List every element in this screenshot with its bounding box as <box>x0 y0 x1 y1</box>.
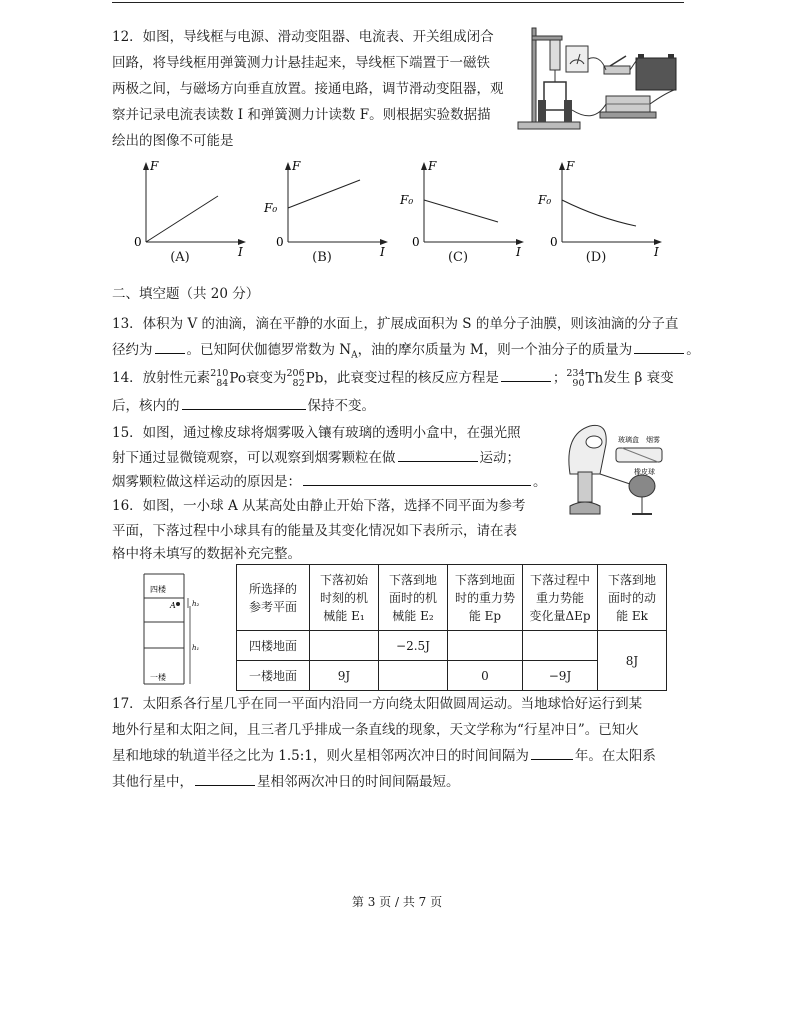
q15-line-2 <box>112 448 520 468</box>
row2-ref: 一楼地面 <box>237 661 310 691</box>
row1-delta-ep[interactable] <box>523 631 598 661</box>
pb-mass: 206 <box>286 367 305 379</box>
q16-fig-h2: h₂ <box>192 600 200 608</box>
header-ep: 下落到地面 时的重力势 能 Ep <box>448 565 523 631</box>
q13-text-d: 。 <box>686 342 700 358</box>
graph-c <box>398 156 538 278</box>
q14-text-b: 衰变为 <box>246 370 287 386</box>
header-ref-plane: 所选择的 参考平面 <box>237 565 310 631</box>
graph-caption: (B) <box>312 250 332 265</box>
q12-line-5: 绘出的图像不可能是 <box>112 133 234 149</box>
q16-fig-floor1: 一楼 <box>150 673 166 682</box>
y-axis-label: F <box>150 159 159 173</box>
q16-fig-ball: A <box>170 601 176 610</box>
po-nuclide <box>210 369 246 389</box>
q13-line-2 <box>112 340 700 366</box>
f0-label: F₀ <box>538 193 552 207</box>
y-axis-arrow <box>421 162 427 170</box>
row1-e1[interactable] <box>310 631 379 661</box>
q16-building-figure <box>138 570 208 688</box>
q15-text-d: 。 <box>533 474 547 490</box>
row1-ep[interactable] <box>448 631 523 661</box>
th-symbol: Th <box>585 370 604 386</box>
y-axis-label: F <box>292 159 301 173</box>
q15-blank-2[interactable] <box>303 484 531 486</box>
pb-symbol: Pb <box>305 370 324 386</box>
header-e2: 下落到地 面时的机 械能 E₂ <box>379 565 448 631</box>
origin-label: 0 <box>412 235 420 249</box>
q12-line-1: 12．如图，导线框与电源、滑动变阻器、电流表、开关组成闭合 <box>112 29 494 45</box>
q13-text-sub: A <box>351 350 358 361</box>
q14-blank-1[interactable] <box>501 380 551 382</box>
q16-line-3: 格中将未填写的数据补充完整。 <box>112 546 301 562</box>
pb-nuclide <box>287 369 324 389</box>
q14-text-e: 发生 β 衰变 <box>603 370 674 386</box>
y-axis-arrow <box>559 162 565 170</box>
q17-line-1: 17．太阳系各行星几乎在同一平面内沿同一方向绕太阳做圆周运动。当地球恰好运行到某 <box>112 696 643 712</box>
graph-d <box>536 156 676 278</box>
po-symbol: Po <box>229 370 246 386</box>
graph-curve <box>146 196 218 242</box>
y-axis-arrow <box>285 162 291 170</box>
graph-caption: (D) <box>585 250 607 265</box>
q15-text-c: 烟雾颗粒做这样运动的原因是： <box>112 474 301 490</box>
page-footer: 第 3 页 / 共 7 页 <box>351 895 443 909</box>
origin-label: 0 <box>134 235 142 249</box>
header-e1: 下落初始 时刻的机 械能 E₁ <box>310 565 379 631</box>
q17-blank-2[interactable] <box>195 784 255 786</box>
origin-label: 0 <box>276 235 284 249</box>
table-row <box>237 631 667 661</box>
q13-line-1: 13．体积为 V 的油滴，滴在平静的水面上，扩展成面积为 S 的单分子油膜，则该油滴的分子直 <box>112 316 679 332</box>
q17-blank-1[interactable] <box>531 758 573 760</box>
q17-text-c: 其他行星中， <box>112 774 193 790</box>
q17-text-a: 星和地球的轨道半径之比为 1.5:1，则火星相邻两次冲日的时间间隔为 <box>112 748 529 764</box>
graph-curve <box>424 200 498 222</box>
q17-text-b: 年。在太阳系 <box>574 748 656 764</box>
q12-line-4: 察并记录电流表读数 I 和弹簧测力计读数 F。则根据实验数据描 <box>112 107 491 123</box>
q17-line-3 <box>112 746 656 766</box>
th-mass: 234 <box>566 367 585 379</box>
f0-label: F₀ <box>264 201 278 215</box>
graph-curve <box>562 200 636 226</box>
row1-ref: 四楼地面 <box>237 631 310 661</box>
q15-fig-label-2: 烟雾 <box>646 436 660 444</box>
x-axis-label: I <box>238 245 243 259</box>
q16-line-1: 16．如图，一小球 A 从某高处由静止开始下落，选择不同平面为参考 <box>112 498 526 514</box>
x-axis-label: I <box>380 245 385 259</box>
q12-line-3: 两极之间，与磁场方向垂直放置。接通电路，调节滑动变阻器，观 <box>112 81 504 97</box>
row2-ep: 0 <box>448 661 523 691</box>
q14-line-1 <box>112 366 674 390</box>
po-mass: 210 <box>210 367 229 379</box>
q16-fig-h1: h₁ <box>192 644 200 652</box>
graph-b <box>262 156 402 278</box>
x-axis-label: I <box>654 245 659 259</box>
table-header-row <box>237 565 667 631</box>
q14-text-a: 14．放射性元素 <box>112 370 211 386</box>
graph-a <box>120 156 260 278</box>
header-ek: 下落到地 面时的动 能 Ek <box>598 565 667 631</box>
q13-text-a: 径约为 <box>112 342 153 358</box>
y-axis-label: F <box>566 159 575 173</box>
q17-line-2: 地外行星和太阳之间，且三者几乎排成一条直线的现象，天文学称为“行星冲日”。已知火 <box>112 722 639 738</box>
q13-text-b: 。已知阿伏伽德罗常数为 N <box>186 342 352 358</box>
q14-text-g: 保持不变。 <box>307 398 375 414</box>
q15-blank-1[interactable] <box>398 460 478 462</box>
top-rule <box>112 2 684 3</box>
th-num: 90 <box>572 377 585 389</box>
q13-blank-2[interactable] <box>634 352 684 354</box>
q15-text-a: 射下通过显微镜观察，可以观察到烟雾颗粒在做 <box>112 450 396 466</box>
q14-text-c: ，此衰变过程的核反应方程是 <box>323 370 499 386</box>
f0-label: F₀ <box>400 193 414 207</box>
q16-line-2: 平面，下落过程中小球具有的能量及其变化情况如下表所示，请在表 <box>112 523 517 539</box>
x-axis-label: I <box>516 245 521 259</box>
q15-text-b: 运动； <box>479 450 520 466</box>
q15-line-3 <box>112 472 547 492</box>
th-nuclide <box>566 369 603 389</box>
q17-text-d: 星相邻两次冲日的时间间隔最短。 <box>257 774 460 790</box>
ek-merged-cell: 8J <box>598 631 667 691</box>
q13-blank-1[interactable] <box>155 352 185 354</box>
row1-e2: −2.5J <box>379 631 448 661</box>
header-delta-ep: 下落过程中 重力势能 变化量ΔEp <box>523 565 598 631</box>
q15-fig-label-1: 玻璃盒 <box>618 436 639 444</box>
graph-caption: (C) <box>447 250 469 265</box>
q14-text-d: ； <box>552 370 567 386</box>
row2-delta-ep: −9J <box>523 661 598 691</box>
po-num: 84 <box>216 377 229 389</box>
pb-num: 82 <box>292 377 305 389</box>
y-axis-arrow <box>143 162 149 170</box>
section-2-title: 二、填空题（共 20 分） <box>112 286 260 302</box>
q12-apparatus-figure <box>514 24 684 136</box>
q16-energy-table <box>236 564 667 691</box>
q15-fig-label-3: 橡皮球 <box>634 468 655 476</box>
q14-text-f: 后，核内的 <box>112 398 180 414</box>
q13-text-c: ，油的摩尔质量为 M，则一个油分子的质量为 <box>357 342 633 358</box>
q15-microscope-figure <box>560 414 680 524</box>
q16-fig-floor4: 四楼 <box>150 585 166 594</box>
origin-label: 0 <box>550 235 558 249</box>
q14-blank-2[interactable] <box>182 408 306 410</box>
q17-line-4 <box>112 772 460 792</box>
graph-caption: (A) <box>170 250 190 265</box>
graph-curve <box>288 180 360 208</box>
y-axis-label: F <box>428 159 437 173</box>
q15-line-1: 15．如图，通过橡皮球将烟雾吸入镶有玻璃的透明小盒中，在强光照 <box>112 425 521 441</box>
q14-line-2 <box>112 396 375 416</box>
row2-e2[interactable] <box>379 661 448 691</box>
q12-line-2: 回路，将导线框用弹簧测力计悬挂起来，导线框下端置于一磁铁 <box>112 55 490 71</box>
row2-e1: 9J <box>310 661 379 691</box>
